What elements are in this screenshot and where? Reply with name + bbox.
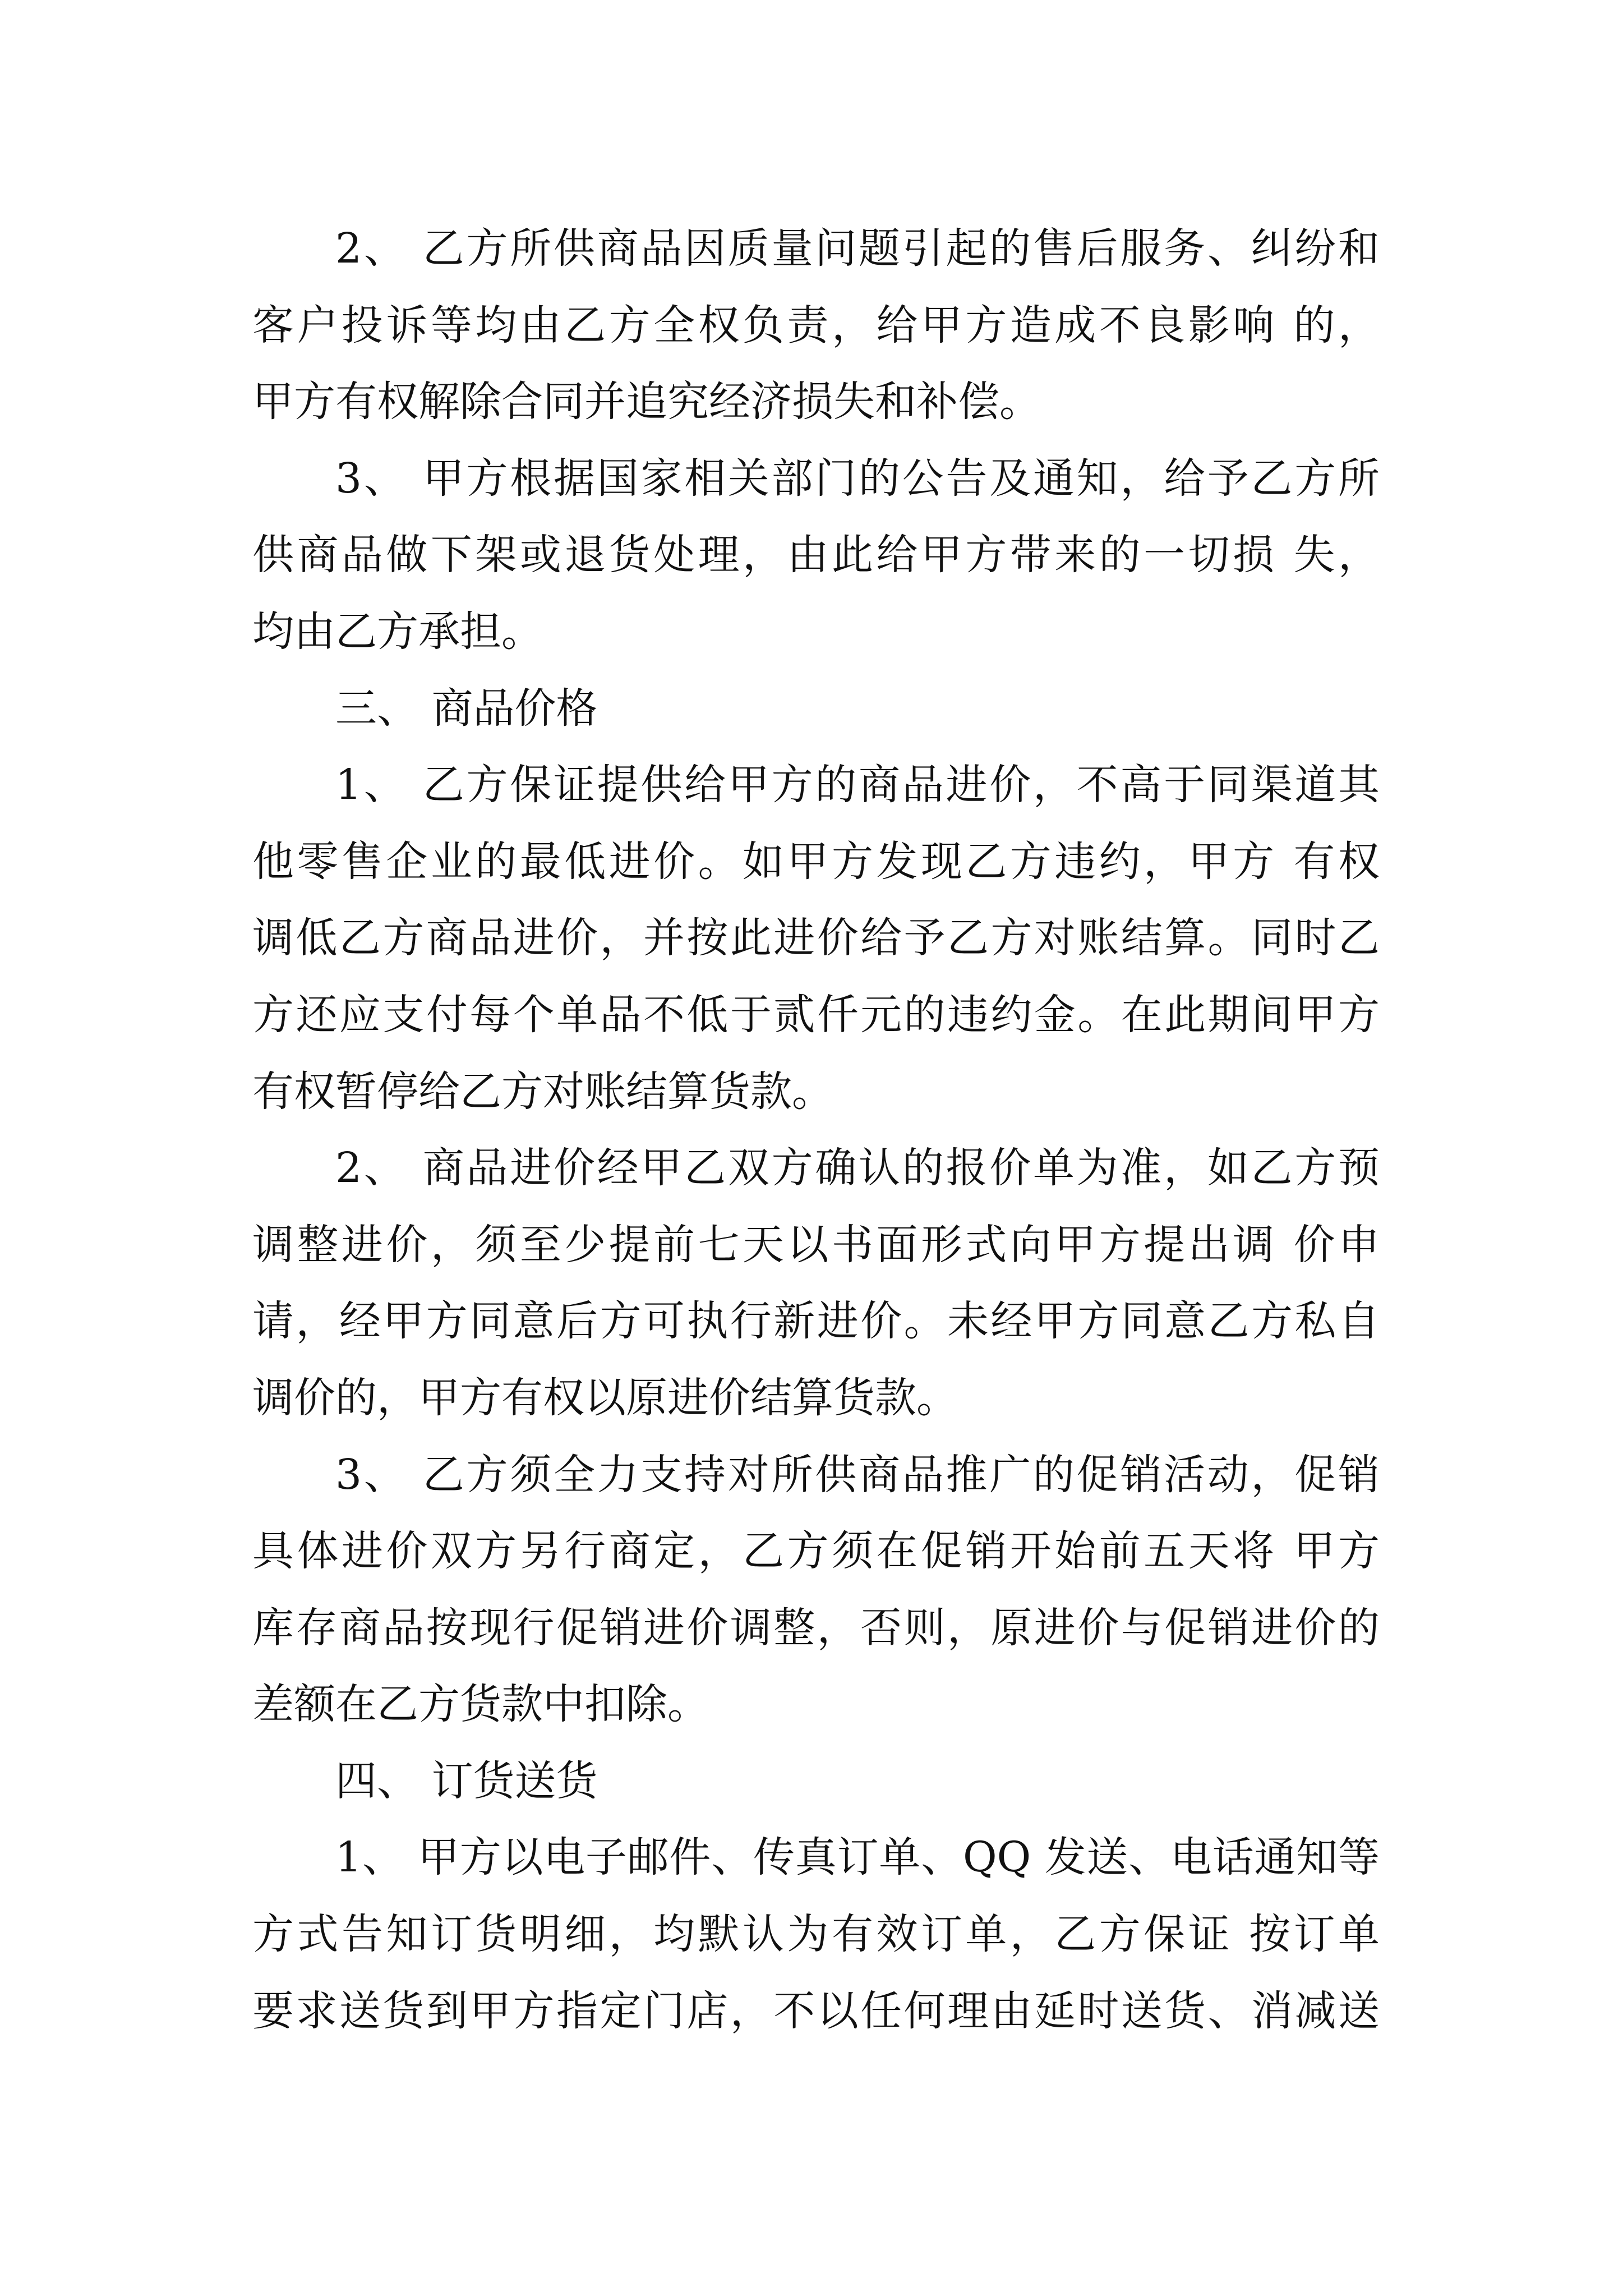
text-line: 3、 乙方须全力支持对所供商品推广的促销活动，促销 <box>335 1450 1380 1499</box>
text-line: 客户投诉等均由乙方全权负责，给甲方造成不良影响 的， <box>252 301 1380 349</box>
text-line: 2、 乙方所供商品因质量问题引起的售后服务、纠纷和 <box>335 224 1380 273</box>
text-line: 甲方有权解除合同并追究经济损失和补偿。 <box>252 378 1041 426</box>
text-line: 要求送货到甲方指定门店，不以任何理由延时送货、消减送 <box>252 1986 1380 2035</box>
text-line: 有权暂停给乙方对账结算货款。 <box>252 1067 833 1116</box>
paragraph <box>252 1819 1380 2049</box>
text-line: 调整进价，须至少提前七天以书面形式向甲方提出调 价申 <box>252 1220 1380 1269</box>
paragraph <box>252 210 1380 440</box>
text-line: 方还应支付每个单品不低于贰仟元的违约金。在此期间甲方 <box>252 990 1380 1039</box>
text-line: 1、 乙方保证提供给甲方的商品进价，不高于同渠道其 <box>335 761 1380 809</box>
text-line: 差额在乙方货款中扣除。 <box>252 1680 709 1729</box>
text-line: 调低乙方商品进价，并按此进价给予乙方对账结算。同时乙 <box>252 914 1380 963</box>
section-heading <box>252 1743 1380 1820</box>
text-line: 库存商品按现行促销进价调整，否则，原进价与促销进价的 <box>252 1603 1380 1652</box>
heading-text: 三、 商品价格 <box>335 684 598 733</box>
text-line: 调价的，甲方有权以原进价结算货款。 <box>252 1373 958 1422</box>
text-line: 具体进价双方另行商定，乙方须在促销开始前五天将 甲方 <box>252 1527 1380 1576</box>
text-line: 2、 商品进价经甲乙双方确认的报价单为准，如乙方预 <box>335 1144 1380 1193</box>
text-line: 方式告知订货明细，均默认为有效订单，乙方保证 按订单 <box>252 1910 1380 1959</box>
text-line: 他零售企业的最低进价。如甲方发现乙方违约，甲方 有权 <box>252 837 1380 886</box>
paragraph <box>252 1437 1380 1743</box>
text-line: 供商品做下架或退货处理，由此给甲方带来的一切损 失， <box>252 531 1380 579</box>
text-line: 1、 甲方以电子邮件、传真订单、QQ 发送、电话通知等 <box>335 1833 1380 1882</box>
text-line: 3、 甲方根据国家相关部门的公告及通知，给予乙方所 <box>335 454 1380 503</box>
text-line: 均由乙方承担。 <box>252 607 543 656</box>
heading-text: 四、 订货送货 <box>335 1756 598 1805</box>
document-body <box>252 210 1380 2049</box>
text-line: 请，经甲方同意后方可执行新进价。未经甲方同意乙方私自 <box>252 1297 1380 1346</box>
paragraph <box>252 1130 1380 1436</box>
section-heading <box>252 670 1380 747</box>
paragraph <box>252 440 1380 670</box>
paragraph <box>252 747 1380 1130</box>
